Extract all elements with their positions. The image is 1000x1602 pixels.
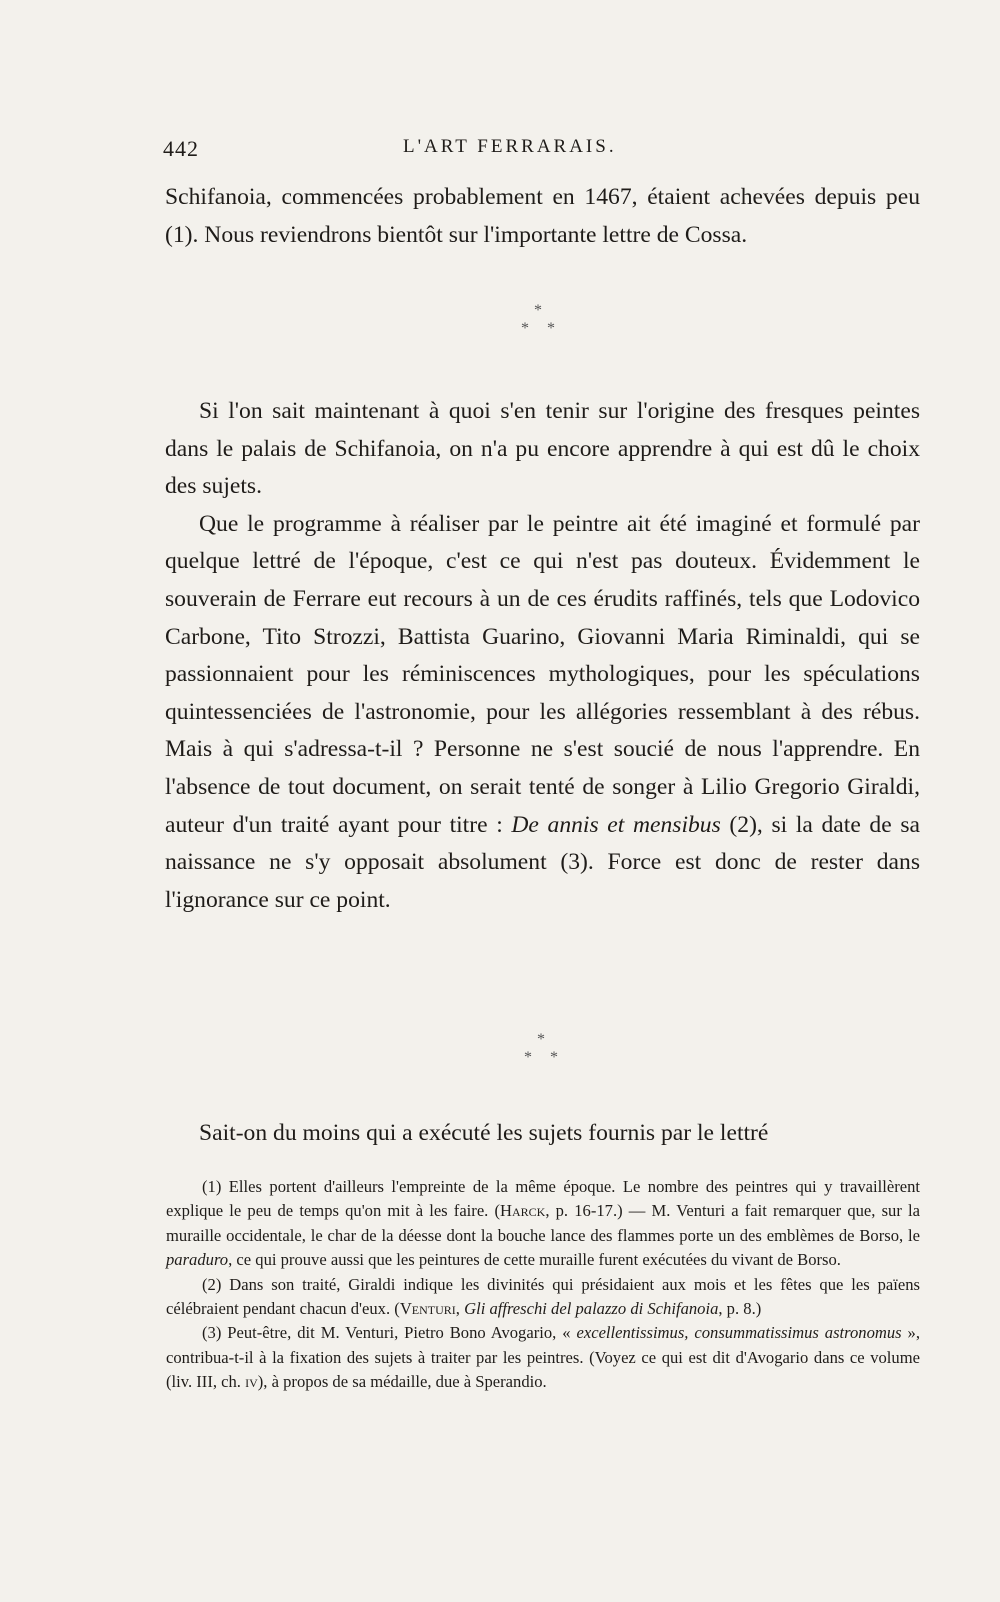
text-block-middle [165,393,920,919]
footnote-text: , [455,1299,465,1319]
footnote-text: , p. 8.) [718,1299,762,1319]
book-title-italic: De annis et mensibus [511,811,721,838]
footnote-text: , p. 16-17.) — M. Venturi a fait remarquer que, sur la muraille occidentale, le char de la déesse dont la bouche lance des flammes porte un des emblèmes de Borso, le [166,1201,920,1245]
paragraph-3-text-end: (2), si la date de sa naissance ne s'y opposait absolument (3). Force est donc de rester dans l'ignorance sur ce point. [165,811,920,913]
page-number: 442 [163,136,199,161]
text-block-bottom [165,1115,920,1153]
asterisk-icon: * [534,302,542,319]
footnotes [166,1175,920,1395]
asterisk-icon: * [521,320,529,337]
italic-quote: excellentissimus, consummatissimus astronomus [576,1323,902,1343]
footnote-text: , ce qui prouve aussi que les peintures de cette muraille furent exécutées du vivant de Borso. [228,1250,841,1270]
asterisk-icon: * [550,1049,558,1066]
running-title: L'ART FERRARAIS. [403,136,617,157]
footnote-text: (1) Elles portent d'ailleurs l'empreinte de la même époque. Le nombre des peintres qui y travaillèrent explique le peu de temps qu'on mit à les faire. ( [166,1177,920,1221]
paragraph-3-text: Que le programme à réaliser par le peintre ait été imaginé et formulé par quelque lettré de l'époque, c'est ce qui n'est pas douteux. Évidemment le souverain de Ferrare eut recours à un de ces érudits raffinés, tels que Lodovico Carbone, Tito Strozzi, Battista Guarino, Giovanni Maria Riminaldi, qui se passionnaient pour les réminiscences mythologiques, pour les spéculations quintessenciées de l'astronomie, pour les allégories ressemblant à des rébus. Mais à qui s'adressa-t-il ? Personne ne s'est soucié de nous l'apprendre. En l'absence de tout document, on serait tenté de songer à Lilio Gregorio Giraldi, auteur d'un traité ayant pour titre : [165,510,920,838]
footnote-text: ), à propos de sa médaille, due à Sperandio. [257,1372,547,1392]
page-header [163,136,913,166]
author-name-smallcaps: Harck [500,1201,546,1221]
chapter-number-smallcaps: iv [245,1372,258,1392]
italic-term: paraduro [166,1250,229,1270]
footnote-2 [166,1273,920,1322]
paragraph-1: Schifanoia, commencées probablement en 1467, étaient achevées depuis peu (1). Nous reviendrons bientôt sur l'importante lettre de Cossa. [165,184,920,248]
section-separator [519,302,579,346]
author-name-smallcaps: Venturi [399,1299,456,1319]
paragraph-2: Si l'on sait maintenant à quoi s'en tenir sur l'origine des fresques peintes dans le palais de Schifanoia, on n'a pu encore apprendre à qui est dû le choix des sujets. [165,398,920,500]
footnote-1 [166,1175,920,1273]
footnote-text: (3) Peut-être, dit M. Venturi, Pietro Bono Avogario, « [202,1323,577,1343]
section-separator [522,1031,582,1075]
footnote-text: », contribua-t-il à la fixation des sujets à traiter par les peintres. (Voyez ce qui est dit d'Avogario dans ce volume (liv. III, ch. [166,1323,920,1392]
asterisk-icon: * [547,320,555,337]
asterisk-icon: * [524,1049,532,1066]
italic-title: Gli affreschi del palazzo di Schifanoia [464,1299,719,1319]
footnote-3 [166,1321,920,1394]
text-block-top [165,179,920,254]
asterisk-icon: * [537,1031,545,1048]
paragraph-4: Sait-on du moins qui a exécuté les sujets fournis par le lettré [199,1120,769,1146]
paragraph-3 [165,506,920,920]
footnote-text: (2) Dans son traité, Giraldi indique les divinités qui présidaient aux mois et les fêtes que les païens célébraient pendant chacun d'eux. ( [166,1274,920,1319]
